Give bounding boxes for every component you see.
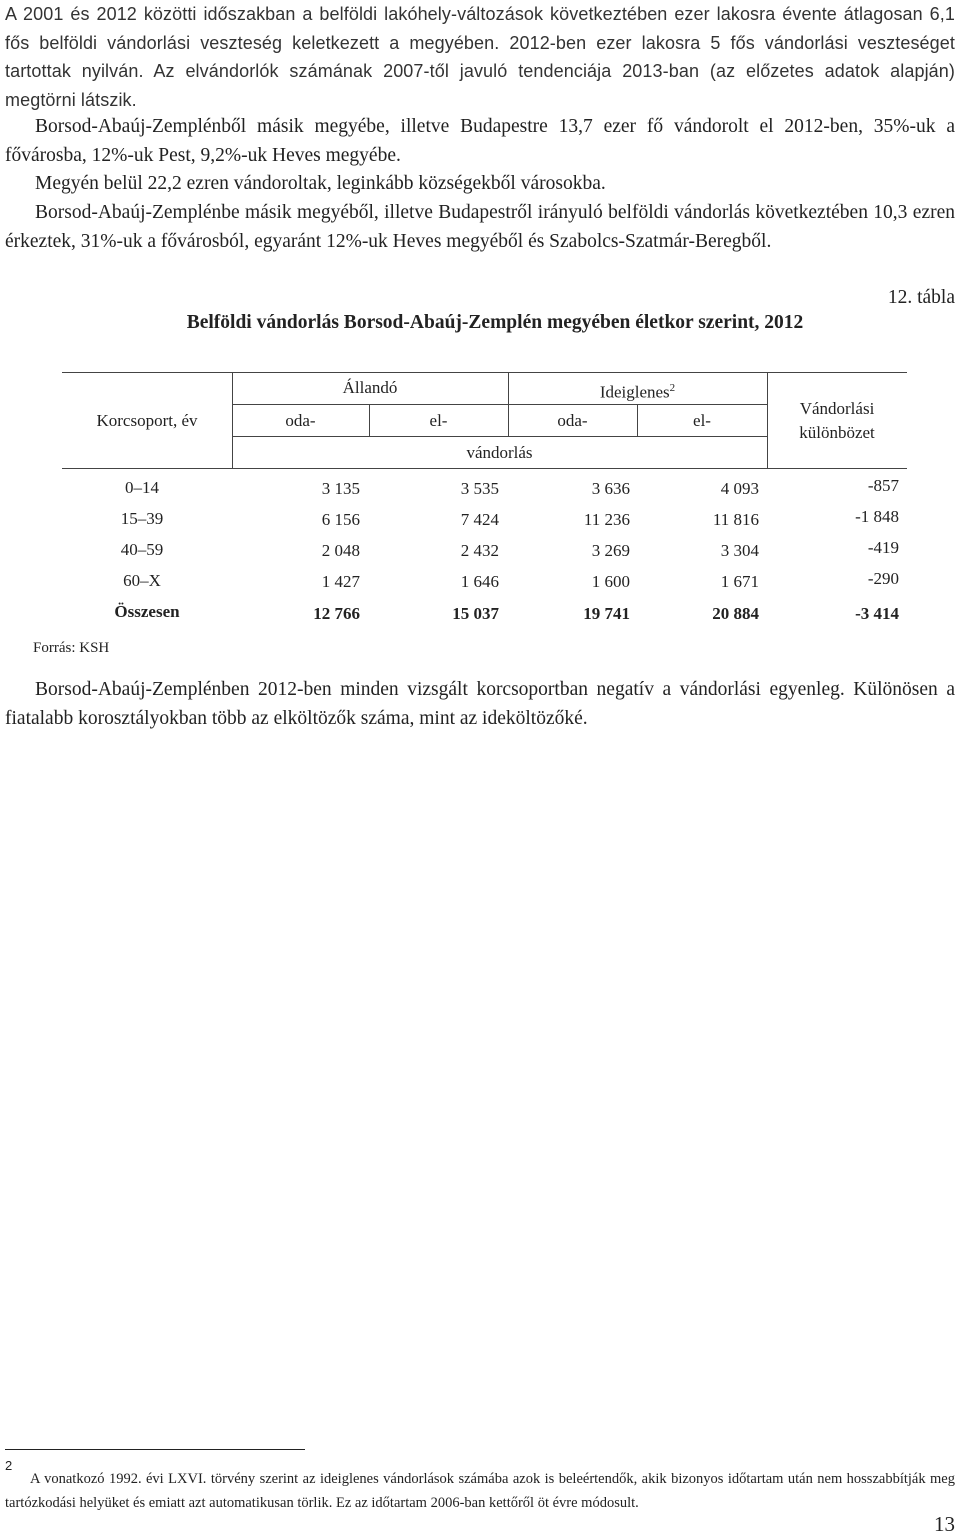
cell-ideiglenes-el: 1 671 — [720, 572, 759, 591]
cell-allando-oda-total: 12 766 — [313, 604, 360, 623]
cell-ideiglenes-el-total: 20 884 — [712, 604, 759, 623]
table-subheader-rule — [232, 436, 767, 437]
page-number: 13 — [934, 1512, 955, 1536]
cell-kulonbozet: -857 — [867, 476, 899, 495]
table-group-rule — [232, 404, 767, 405]
cell-ideiglenes-el: 4 093 — [720, 479, 759, 498]
table-title: Belföldi vándorlás Borsod-Abaúj-Zemplén megyében életkor szerint, 2012 — [186, 312, 804, 333]
migration-table — [62, 370, 907, 640]
table-header-bottom-rule — [62, 468, 907, 469]
cell-allando-el-total: 15 037 — [452, 604, 499, 623]
paragraph-inmigration: Borsod-Abaúj-Zemplénbe másik megyéből, illetve Budapestről irányuló belföldi vándorlás következtében 10,3 ezren érkeztek, 31%-uk a fővárosból, egyaránt 12%-uk Heves megyéből és Szabolcs-Szatmár-Beregből. — [5, 202, 955, 252]
footnote-ref: 2 — [669, 382, 676, 394]
header-ideiglenes-el: el- — [693, 411, 711, 430]
paragraph-intro: A 2001 és 2012 közötti időszakban a belföldi lakóhely-változások következtében ezer lakosra évente átlagosan 6,1 fős belföldi vándorlási veszteség keletkezett a megyében. 2012-ben ezer lakosra 5 fős vándorlási veszteséget tartottak nyilván. Az elvándorlók számának 2007-től javuló tendenciája 2013-ban (az előzetes adatok alapján) megtörni látszik. — [5, 4, 955, 110]
cell-ideiglenes-el: 11 816 — [712, 510, 759, 529]
header-ideiglenes-label: Ideiglenes — [599, 382, 670, 402]
footnote-mark: 2 — [5, 1458, 13, 1473]
cell-ideiglenes-oda: 3 269 — [591, 541, 630, 560]
table-source: Forrás: KSH — [33, 640, 110, 656]
table-col-divider — [767, 372, 768, 468]
cell-kulonbozet: -1 848 — [855, 507, 899, 526]
row-label: 40–59 — [120, 540, 164, 559]
header-ideiglenes-oda: oda- — [557, 411, 588, 430]
cell-allando-el: 3 535 — [460, 479, 499, 498]
cell-ideiglenes-oda-total: 19 741 — [583, 604, 630, 623]
header-korcsoport: Korcsoport, év — [96, 411, 198, 430]
cell-allando-oda: 1 427 — [321, 572, 360, 591]
cell-allando-el: 7 424 — [460, 510, 499, 529]
paragraph-internal-migration: Megyén belül 22,2 ezren vándoroltak, leginkább községekből városokba. — [35, 173, 606, 194]
header-vandorlas: vándorlás — [466, 443, 533, 462]
cell-kulonbozet: -290 — [867, 569, 899, 588]
paragraph-conclusion: Borsod-Abaúj-Zemplénben 2012-ben minden vizsgált korcsoportban negatív a vándorlási egyenleg. Különösen a fiatalabb korosztályokban több az elköltözők száma, mint az ideköltözőké. — [5, 679, 955, 729]
footnote-text: A vonatkozó 1992. évi LXVI. törvény szerint az ideiglenes vándorlások számába azok is beleértendők, akik bizonyos időtartam után nem hosszabbítják meg tartózkodási helyüket és emiatt azt automatikusan törlik. Ez az időtartam 2006-ban kettőről öt évre módosult. — [5, 1471, 955, 1511]
cell-ideiglenes-oda: 11 236 — [583, 510, 630, 529]
header-allando: Állandó — [342, 378, 398, 397]
cell-allando-el: 2 432 — [460, 541, 499, 560]
header-ideiglenes — [508, 378, 767, 403]
footnote-rule — [5, 1449, 305, 1450]
cell-allando-oda: 3 135 — [321, 479, 360, 498]
table-number: 12. tábla — [887, 287, 955, 308]
row-label-total: Összesen — [114, 602, 180, 621]
cell-ideiglenes-el: 3 304 — [720, 541, 759, 560]
row-label: 0–14 — [125, 478, 159, 497]
cell-allando-oda: 6 156 — [321, 510, 360, 529]
cell-ideiglenes-oda: 1 600 — [591, 572, 630, 591]
paragraph-outmigration: Borsod-Abaúj-Zemplénből másik megyébe, illetve Budapestre 13,7 ezer fő vándorolt el 2012-ben, 35%-uk a fővárosba, 12%-uk Pest, 9,2%-uk Heves megyébe. — [5, 116, 955, 166]
header-allando-oda: oda- — [285, 411, 316, 430]
row-label: 15–39 — [120, 509, 164, 528]
cell-allando-oda: 2 048 — [321, 541, 360, 560]
header-allando-el: el- — [429, 411, 448, 430]
cell-ideiglenes-oda: 3 636 — [591, 479, 630, 498]
header-kulonbozet-line2: különbözet — [799, 423, 875, 442]
row-label: 60–X — [123, 571, 161, 590]
cell-allando-el: 1 646 — [460, 572, 499, 591]
table-top-rule — [62, 372, 907, 373]
header-kulonbozet-line1: Vándorlási — [799, 399, 875, 418]
cell-kulonbozet: -419 — [867, 538, 899, 557]
cell-kulonbozet-total: -3 414 — [855, 604, 899, 623]
